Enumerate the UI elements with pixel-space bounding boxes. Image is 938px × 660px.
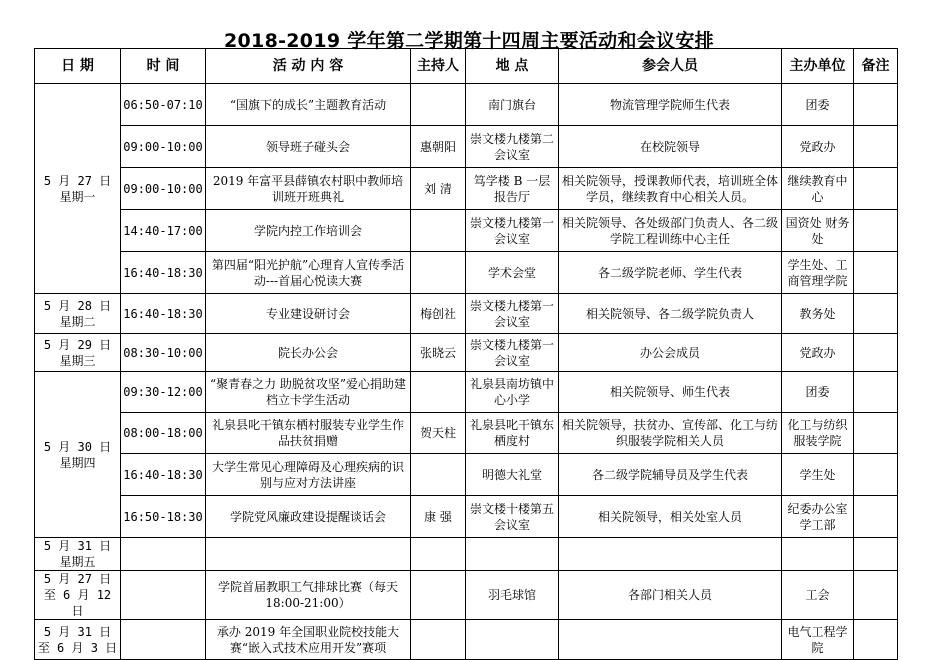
place-cell: 崇文楼九楼第二会议室: [466, 126, 559, 168]
content-cell: 领导班子碰头会: [206, 126, 411, 168]
header-participants: 参会人员: [559, 49, 782, 84]
time-cell: 09:00-10:00: [121, 168, 206, 210]
organizer-cell: 化工与纺织服装学院: [782, 413, 854, 454]
time-cell: 08:30-10:00: [121, 334, 206, 372]
time-cell: [121, 571, 206, 620]
host-cell: [411, 372, 466, 413]
remark-cell: [854, 372, 898, 413]
remark-cell: [854, 334, 898, 372]
time-cell: 08:00-18:00: [121, 413, 206, 454]
content-cell: 礼泉县叱干镇东栖村服装专业学生作品扶贫捐赠: [206, 413, 411, 454]
table-row: [35, 210, 898, 252]
table-row: [35, 84, 898, 126]
host-cell: [411, 210, 466, 252]
date-cell: 5 月 27 日 星期一: [35, 84, 121, 294]
time-cell: 16:50-18:30: [121, 496, 206, 538]
date-cell: 5 月 29 日 星期三: [35, 334, 121, 372]
place-cell: 崇文楼九楼第一会议室: [466, 210, 559, 252]
organizer-cell: 电气工程学院: [782, 620, 854, 660]
table-row: [35, 620, 898, 660]
date-cell: 5 月 27 日 至 6 月 12 日: [35, 571, 121, 620]
table-row: [35, 252, 898, 294]
organizer-cell: 学生处: [782, 454, 854, 496]
table-row: [35, 413, 898, 454]
place-cell: 明德大礼堂: [466, 454, 559, 496]
place-cell: 南门旗台: [466, 84, 559, 126]
participants-cell: [559, 620, 782, 660]
place-cell: 礼泉县南坊镇中心小学: [466, 372, 559, 413]
content-cell: 学院党风廉政建设提醒谈话会: [206, 496, 411, 538]
participants-cell: [559, 538, 782, 571]
host-cell: [411, 252, 466, 294]
header-organizer: 主办单位: [782, 49, 854, 84]
participants-cell: 各二级学院老师、学生代表: [559, 252, 782, 294]
participants-cell: 在校院领导: [559, 126, 782, 168]
content-cell: 学院内控工作培训会: [206, 210, 411, 252]
host-cell: 惠朝阳: [411, 126, 466, 168]
table-row: [35, 571, 898, 620]
host-cell: 张晓云: [411, 334, 466, 372]
content-cell: 专业建设研讨会: [206, 294, 411, 334]
host-cell: [411, 538, 466, 571]
organizer-cell: 党政办: [782, 126, 854, 168]
date-cell: 5 月 28 日 星期二: [35, 294, 121, 334]
organizer-cell: 学生处、工商管理学院: [782, 252, 854, 294]
participants-cell: 相关院领导、师生代表: [559, 372, 782, 413]
content-cell: “国旗下的成长”主题教育活动: [206, 84, 411, 126]
content-cell: “聚青春之力 助脱贫攻坚”爱心捐助建档立卡学生活动: [206, 372, 411, 413]
table-row: [35, 454, 898, 496]
table-row: [35, 334, 898, 372]
time-cell: 16:40-18:30: [121, 252, 206, 294]
content-cell: 2019 年富平县薛镇农村职中教师培训班开班典礼: [206, 168, 411, 210]
content-cell: 院长办公会: [206, 334, 411, 372]
time-cell: 06:50-07:10: [121, 84, 206, 126]
participants-cell: 办公会成员: [559, 334, 782, 372]
remark-cell: [854, 126, 898, 168]
date-cell: 5 月 30 日 星期四: [35, 372, 121, 538]
header-remark: 备注: [854, 49, 898, 84]
place-cell: 崇文楼九楼第一会议室: [466, 294, 559, 334]
header-place: 地 点: [466, 49, 559, 84]
remark-cell: [854, 571, 898, 620]
header-time: 时 间: [121, 49, 206, 84]
organizer-cell: 继续教育中心: [782, 168, 854, 210]
host-cell: 刘 清: [411, 168, 466, 210]
header-row: [35, 49, 898, 84]
place-cell: 学术会堂: [466, 252, 559, 294]
organizer-cell: 国资处 财务处: [782, 210, 854, 252]
organizer-cell: 党政办: [782, 334, 854, 372]
date-cell: 5 月 31 日 至 6 月 3 日: [35, 620, 121, 660]
remark-cell: [854, 620, 898, 660]
host-cell: 梅创社: [411, 294, 466, 334]
remark-cell: [854, 252, 898, 294]
table-row: [35, 126, 898, 168]
participants-cell: 相关院领导，授课教师代表，培训班全体学员，继续教育中心相关人员。: [559, 168, 782, 210]
content-cell: 学院首届教职工气排球比赛（每天 18:00-21:00）: [206, 571, 411, 620]
remark-cell: [854, 168, 898, 210]
remark-cell: [854, 538, 898, 571]
remark-cell: [854, 496, 898, 538]
organizer-cell: 团委: [782, 372, 854, 413]
participants-cell: 相关院领导、各处级部门负责人、各二级学院工程训练中心主任: [559, 210, 782, 252]
place-cell: 崇文楼十楼第五会议室: [466, 496, 559, 538]
time-cell: 09:00-10:00: [121, 126, 206, 168]
host-cell: [411, 454, 466, 496]
content-cell: 第四届“阳光护航”心理育人宣传季活动---首届心悦读大赛: [206, 252, 411, 294]
time-cell: 14:40-17:00: [121, 210, 206, 252]
header-content: 活 动 内 容: [206, 49, 411, 84]
participants-cell: 相关院领导，扶贫办、宣传部、化工与纺织服装学院相关人员: [559, 413, 782, 454]
place-cell: [466, 538, 559, 571]
organizer-cell: 团委: [782, 84, 854, 126]
content-cell: [206, 538, 411, 571]
time-cell: 16:40-18:30: [121, 454, 206, 496]
table-row: [35, 372, 898, 413]
content-cell: 大学生常见心理障碍及心理疾病的识别与应对方法讲座: [206, 454, 411, 496]
place-cell: [466, 620, 559, 660]
place-cell: 笃学楼 B 一层报告厅: [466, 168, 559, 210]
table-row: [35, 496, 898, 538]
page-title: 2018-2019 学年第二学期第十四周主要活动和会议安排: [224, 30, 714, 52]
participants-cell: 各二级学院辅导员及学生代表: [559, 454, 782, 496]
host-cell: [411, 84, 466, 126]
time-cell: [121, 620, 206, 660]
organizer-cell: [782, 538, 854, 571]
place-cell: 羽毛球馆: [466, 571, 559, 620]
host-cell: [411, 571, 466, 620]
content-cell: 承办 2019 年全国职业院校技能大赛“嵌入式技术应用开发”赛项: [206, 620, 411, 660]
place-cell: 礼泉县叱干镇东栖度村: [466, 413, 559, 454]
remark-cell: [854, 294, 898, 334]
header-date: 日 期: [35, 49, 121, 84]
participants-cell: 相关院领导、各二级学院负责人: [559, 294, 782, 334]
date-cell: 5 月 31 日 星期五: [35, 538, 121, 571]
place-cell: 崇文楼九楼第一会议室: [466, 334, 559, 372]
time-cell: 09:30-12:00: [121, 372, 206, 413]
participants-cell: 物流管理学院师生代表: [559, 84, 782, 126]
table-row: [35, 294, 898, 334]
time-cell: 16:40-18:30: [121, 294, 206, 334]
schedule-table: [34, 48, 898, 660]
header-host: 主持人: [411, 49, 466, 84]
time-cell: [121, 538, 206, 571]
organizer-cell: 教务处: [782, 294, 854, 334]
remark-cell: [854, 413, 898, 454]
host-cell: 康 强: [411, 496, 466, 538]
remark-cell: [854, 454, 898, 496]
remark-cell: [854, 210, 898, 252]
organizer-cell: 纪委办公室 学工部: [782, 496, 854, 538]
organizer-cell: 工会: [782, 571, 854, 620]
remark-cell: [854, 84, 898, 126]
table-row: [35, 538, 898, 571]
host-cell: 贺天柱: [411, 413, 466, 454]
participants-cell: 各部门相关人员: [559, 571, 782, 620]
participants-cell: 相关院领导，相关处室人员: [559, 496, 782, 538]
host-cell: [411, 620, 466, 660]
table-row: [35, 168, 898, 210]
